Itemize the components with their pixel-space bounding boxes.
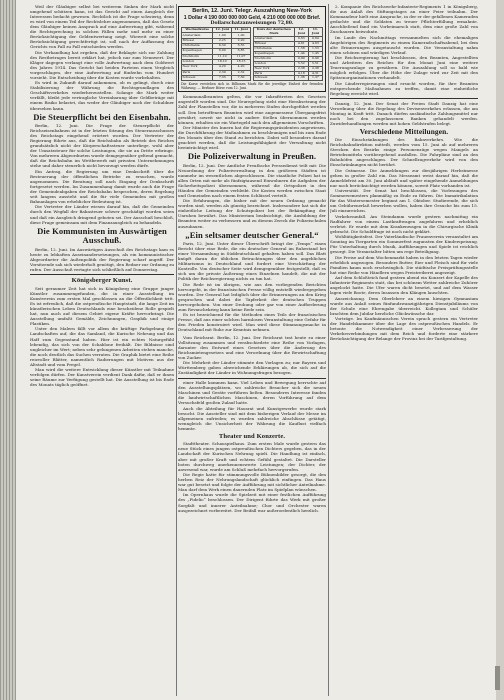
- article-paragraph: Man wird die weitere Entwicklung dieser Künstler mit Teilnahme verfolgen dürfen. Der Kunstverein verdient Dank dafür, daß er ihnen seine Räume zur Verfügung gestellt hat. Die Ausstellung ist bis Ende des Monats täglich geöffnet.: [30, 367, 174, 388]
- table-cell: 1,58: [294, 47, 308, 52]
- article-paragraph: Die Reichsregierung hat beschlossen, den Beamten, Angestellten und Arbeitern des Reiches für den Monat Juni eine weitere Teuerungszulage zu gewähren. Die Auszahlung soll so bald wie möglich erfolgen. Über die Höhe der Zulage wird zur Zeit mit den Spitzenorganisationen verhandelt.: [330, 55, 478, 81]
- table-cell: Paris: [182, 70, 213, 75]
- table-cell: 1,00: [232, 33, 251, 38]
- article-paragraph: Die Regie hatte für stimmungsvolle Bühnenbilder gesorgt, die den herben Reiz der Nehrungslandschaft glücklich einfingen. Das Haus war gut besetzt und folgte der Aufführung mit sichtlicher Anteilnahme. Man darf dem Werk einen dauernden Platz im Spielplan wünschen.: [178, 471, 326, 493]
- table-cell: Kopenhagen: [182, 49, 213, 54]
- table-cell: 0,90: [294, 56, 308, 61]
- exchange-table-right: [253, 27, 323, 81]
- table-cell: 2,32: [232, 70, 251, 75]
- article-paragraph: Stadttheater. Schauspielhaus. Zum ersten Male wurde gestern das neue Stück eines jungen ostpreußischen Dichters gegeben, das in der Landschaft der Kurischen Nehrung spielt. Die Handlung ist einfach, aber mit großer Kraft und echtem Gefühl gestaltet. Die Darsteller boten durchweg anerkennenswerte Leistungen; der Dichter, der anwesend war, wurde am Schluß mehrfach hervorgerufen.: [178, 441, 326, 472]
- table-cell: Schweiz: [254, 76, 295, 81]
- table-cell: 7,33: [213, 75, 232, 80]
- article-paragraph: Im Laufe des Nachmittags versammelten sich die ehemaligen Angehörigen des Regiments zu einem Kameradschaftsabend, bei dem alte Erinnerungen ausgetauscht wurden. Die Veranstaltung nahm einen schönen und würdigen Verlauf.: [330, 34, 478, 55]
- table-cell: 2,25: [213, 38, 232, 43]
- article-paragraph: Die Länderregierungen sind ersucht worden, für ihre Beamten entsprechende Maßnahmen zu treffen, damit eine einheitliche Regelung erreicht wird.: [330, 80, 478, 96]
- table-cell: 2,38: [308, 66, 322, 71]
- table-cell: 1,00: [213, 33, 232, 38]
- table-cell: 18,10: [213, 59, 232, 64]
- table-cell: Stockholm: [254, 56, 295, 61]
- article-paragraph: Die Mehrheit der Länder stimmte den Vorlagen zu; nur Bayern und Württemberg gaben abweichende Erklärungen ab, die sich auf die Zuständigkeit der Länder in Wohnungsfragen bezogen.: [178, 360, 326, 376]
- article-paragraph: Vom Reichsrat. Berlin, 12. Juni. Der Reichsrat trat heute zu einer Vollsitzung zusammen und verabschiedete eine Reihe von Vorlagen, darunter den Entwurf eines Gesetzes über die Änderung des Reichsmietengesetzes und eine Verordnung über die Bewirtschaftung von Zucker.: [178, 334, 326, 360]
- article-paragraph: Es ist bezeichnend für die Methoden eines Teils der französischen Presse, daß aus einer solchen harmlosen Veranstaltung eine Gefahr für den Frieden konstruiert wird. Man wird diese Stimmungsmache in Deutschland mit Ruhe zur Kenntnis nehmen.: [178, 312, 326, 333]
- exchange-rate-title: Berlin, 12. Juni. Telegr. Auszahlung New-York: [192, 8, 312, 14]
- column-divider: [176, 4, 177, 696]
- table-row: [182, 75, 251, 80]
- article-paragraph: einer Halle kommen kann. Viel Leben und Bewegung herrschte auf den Ausstellungsplätzen, wo zahlreiche Besucher sich die neuen Maschinen und Geräte vorführen ließen. Besonderes Interesse fanden die landwirtschaftlichen Maschinen, deren Vorführung auf dem Versuchsfeld großen Zulauf hatte.: [178, 380, 326, 406]
- table-cell: 6,85: [232, 49, 251, 54]
- article-paragraph: Universität. Der Senat hat beschlossen, die Vorlesungen des Sommersemesters planmäßig zu Ende zu führen. Die Immatrikulation für das Wintersemester beginnt am 1. Oktober. Studierende, die sich um Gebührenerlaß bewerben wollen, haben ihre Gesuche bis zum 15. Juli einzureichen.: [330, 188, 478, 214]
- exchange-rate-box: [178, 6, 326, 92]
- column-middle: [178, 4, 326, 696]
- table-cell: 1,45: [308, 51, 322, 56]
- article-paragraph: Wohltätigkeitsfest. Der Vaterländische Frauenverein veranstaltet am Sonntag im Tiergarten ein Sommerfest zugunsten der Kinderspeisung. Für Unterhaltung durch Musik, Aufführungen und Spiele ist reichlich gesorgt. Die Veranstalter bitten um rege Beteiligung.: [330, 234, 478, 255]
- article-paragraph: Unter den Malern fällt vor allem die kräftige Farbgebung der Landschaften auf, die das Samland, die Kurische Nehrung und das Haff zum Gegenstand haben. Hier ist ein echtes Naturgefühl lebendig, das sich von der Schablone freihält. Die Bildnisse sind ungleicher im Wert; neben sehr gelungenen Arbeiten stehen manche, die noch deutlich das Suchen verraten. Die Graphik bietet eine Reihe reizvoller Blätter, namentlich Radierungen mit Motiven aus der Altstadt und vom Pregel.: [30, 326, 174, 367]
- table-cell: London: [254, 61, 295, 66]
- article-paragraph: Auf dem Schloßteich fand gestern abend ein Konzert der Kapelle des Infanterie-Regiments statt, das bei schönem Wetter zahlreiche Zuhörer angelockt hatte. Die Ufer waren dicht besetzt, und auf dem Wasser lagen viele Boote, deren Insassen den Klängen lauschten.: [330, 275, 478, 296]
- exchange-table-left: [181, 27, 251, 81]
- table-cell: 4,18: [294, 71, 308, 76]
- article-heading: Die Steuerpflicht bei den Eisenbahn.: [33, 111, 171, 122]
- article-paragraph: Die Erfahrungen, die bisher mit der neuen Ordnung gemacht worden sind, werden als günstig bezeichnet. Insbesondere hat sich die einheitliche Leitung der Schutzpolizei bei der Bekämpfung der Unruhen bewährt. Das Ministerium beabsichtigt, die Ausbildung der Beamten weiter zu verbessern und zu diesem Zweck die Polizeischulen auszubauen.: [178, 198, 326, 229]
- table-header: 11. Juni: [308, 28, 322, 37]
- table-cell: 6,90: [213, 49, 232, 54]
- table-cell: 5,51: [308, 61, 322, 66]
- article-paragraph: Im Opernhaus wurde die Spielzeit mit einer festlichen Aufführung des „Fidelio“ beschlossen. Der Dirigent führte das Werk mit großer Sorgfalt und innerer Anteilnahme; Chor und Orchester waren ausgezeichnet vorbereitet. Der Beifall war außerordentlich herzlich.: [178, 492, 326, 513]
- table-cell: 1,44: [294, 51, 308, 56]
- article-paragraph: Die Verhandlung hat ergeben, daß der Beklagte sich zur Zahlung des Restbetrages bereit erklärt hat, jedoch nur zum Nennwert. Der Kläger dagegen verlangt eine volle Aufwertung nach dem Goldwert des Jahres 1914. Das Gericht hat beiden Parteien einen Vergleich vorgeschlagen, der eine Aufwertung auf fünfzehn vom Hundert vorsieht. Die Entscheidung über die Kosten wurde vorbehalten.: [30, 49, 174, 80]
- table-cell: Stockholm: [182, 54, 213, 59]
- table-cell: 1,37: [308, 76, 322, 81]
- article-paragraph: Die Rede ist im übrigen, wie aus den vorliegenden Berichten hervorgeht, in der französischen Presse völlig entstellt wiedergegeben worden. Der General hat lediglich über die Erinnerungen an den Krieg gesprochen und dabei die Tapferkeit der deutschen Truppen hervorgehoben. Von einer Drohung oder gar von einer Aufforderung zum Revanchekrieg kann keine Rede sein.: [178, 281, 326, 312]
- table-cell: Brüssel: [254, 42, 295, 47]
- table-cell: Christiania: [254, 47, 295, 52]
- article-paragraph: Danzig, 12. Juni. Der Senat der Freien Stadt Danzig hat eine Verordnung über die Regelung des Devisenverkehrs erlassen, die am Montag in Kraft tritt. Danach dürfen ausländische Zahlungsmittel nur noch bei den zugelassenen Banken gehandelt werden. Zuwiderhandlungen werden mit hohen Geldstrafen belegt.: [330, 100, 478, 126]
- table-cell: 2,39: [213, 70, 232, 75]
- article-paragraph: Kommunalbeamten gelten, die vor Inkrafttreten des Gesetzes angestellt worden sind. Die Neuregelung sieht eine Herabsetzung der Zahl der Planstellen vor, die in mehreren Stufen durchgeführt werden soll. Den betroffenen Beamten wird eine angemessene Übergangsfrist gewährt; soweit sie nicht in andere Stellen übernommen werden können, erhalten sie ein Wartegeld nach den allgemeinen Vorschriften.: [178, 94, 326, 125]
- article-paragraph: Die Vertreter der Länder wiesen darauf hin, daß die Gemeinden durch den Wegfall der Bahnsteuer schwer geschädigt worden seien und daß ein Ausgleich dringend geboten sei. Der Ausschuß beschloß, diese Frage gemeinsam mit dem Finanzausgleich zu behandeln.: [30, 204, 174, 225]
- article-paragraph: 2. Kompanie des Reichswehr-Infanterie-Regiments 1 in Königsberg, die aus Anlaß des Stiftungstages an einer Feier teilnahm. Der Kommandeur hielt eine Ansprache, in der er der gefallenen Kameraden gedachte und die Soldaten zu treuer Pflichterfüllung ermahnte. Anschließend fand ein Vorbeimarsch statt, dem eine große Zahl von Zuschauern beiwohnte.: [330, 4, 478, 35]
- table-cell: 2,38: [294, 66, 308, 71]
- table-header: 12. Juni: [213, 28, 232, 33]
- article-paragraph: Berlin, 12. Juni. Der Amtliche Preußische Pressedienst teilt mit: Die Neuordnung der Polizeiverwaltung in den größeren Städten ist nunmehr im wesentlichen abgeschlossen. Die staatliche Polizei hat in allen Orten mit mehr als fünfzigtausend Einwohnern die Aufgaben der Sicherheitspolizei übernommen, während die Ortspolizei in den Händen der Gemeinden verbleibt. Die Kosten werden zwischen Staat und Gemeinden nach einem festen Schlüssel verteilt.: [178, 162, 326, 198]
- table-cell: 0,64: [308, 37, 322, 42]
- table-cell: Schweiz: [182, 75, 213, 80]
- exchange-subtitle: Dollarschatzanweisungen 72,80.: [210, 20, 294, 26]
- article-paragraph: Berlin, 12. Juni. Im Auswärtigen Ausschuß des Reichstags kam es heute zu lebhaften Auseinandersetzungen, als ein kommunistischer Abgeordneter die Außenpolitik der Regierung scharf angriff. Der Vorsitzende sah sich wiederholt genötigt, den Redner zur Ordnung zu rufen. Der Ausschuß vertagte sich schließlich auf Donnerstag.: [30, 246, 174, 272]
- article-heading: Königsberger Kunst.: [71, 277, 133, 285]
- article-heading: Verschiedene Mitteilungen.: [359, 126, 449, 136]
- article-paragraph: Weil der Gläubiger selbst bei weiterem Sinken der Mark nicht umgehend schützen kann, ist das Gericht auf einen Ausgleich der Interessen bedacht gewesen. Rechtlich ist die Frage schwierig, denn es wird von einem Teil der Rechtslehre angenommen, daß das Gesetz dem Gläubiger keinen Anspruch auf eine Aufwertung gibt, während die Rechtsprechung in solchen Fällen mehr und mehr zu einer Berücksichtigung der Geldentwertung neigt. Wieweit eine solche Berücksichtigung gerechtfertigt ist, soll nach der Auffassung des Gerichts von Fall zu Fall entschieden werden.: [30, 4, 174, 50]
- article-paragraph: Paris, 12. Juni. Unter dieser Überschrift bringt der „Temps“ einen Bericht über eine Rede, die ein deutscher General im Ruhestand bei einer Versammlung in Süddeutschland gehalten haben soll. Das Blatt knüpft daran die üblichen Betrachtungen über den angeblichen Militarismus in Deutschland und fordert eine Verschärfung der Kontrolle. Von deutscher Seite wird demgegenüber festgestellt, daß es sich um die private Äußerung eines Einzelnen handelt, die mit der Politik der Reichsregierung nichts zu tun hat.: [178, 241, 326, 282]
- table-cell: Amsterdam: [254, 37, 295, 42]
- binding-edge: [0, 0, 16, 700]
- article-paragraph: Verkehrsunfall. Am Steindamm wurde gestern nachmittag ein Radfahrer von einem Lastkraftwagen angefahren und erheblich verletzt. Er wurde mit dem Krankenwagen in die Chirurgische Klinik gebracht. Die Schuldfrage ist noch nicht geklärt.: [330, 213, 478, 234]
- article-paragraph: Vorträge. Im Kaufmännischen Verein sprach gestern ein Vertreter der Handelskammer über die Lage des ostpreußischen Handels. Er betonte die Notwendigkeit einer Verbesserung der Verkehrsverbindungen mit dem Reich und forderte eine stärkere Berücksichtigung der Belange der Provinz bei der Tarifgestaltung.: [330, 316, 478, 342]
- table-cell: 1,36: [294, 76, 308, 81]
- table-cell: 6,30: [213, 43, 232, 48]
- article-paragraph: Der Minister des Innern hat die Regierungspräsidenten angewiesen, die Durchführung der Maßnahmen zu beschleunigen und bis zum Ende des Monats über den Stand zu berichten. Dabei soll besonders darauf geachtet werden, daß die Leistungsfähigkeit der Verwaltung nicht beeinträchtigt wird.: [178, 124, 326, 151]
- article-paragraph: Die Preise auf dem Wochenmarkt haben in den letzten Tagen wieder erheblich angezogen. Besonders Butter, Eier und Fleisch sind für viele Familien kaum noch erschwinglich. Die städtische Preisprüfungsstelle hat eine Reihe von Händlern wegen Preistreiberei angezeigt.: [330, 254, 478, 275]
- table-cell: 0,90: [308, 56, 322, 61]
- table-cell: 4,63: [308, 42, 322, 47]
- dollar-rate: 1 Dollar 4 190 000 000 000 Geld, 4 210 000 000 000 Brief.: [183, 14, 321, 21]
- table-cell: Christiania: [182, 43, 213, 48]
- page-tab: [495, 666, 500, 690]
- table-cell: 1,53: [308, 47, 322, 52]
- table-cell: 0,63: [294, 37, 308, 42]
- table-cell: New York: [182, 65, 213, 70]
- exchange-note: Die Kurse verstehen sich in Billionen Mark für die jeweilige Einheit der fremden Währung. — Berliner Börse vom 12. Juni.: [181, 82, 323, 91]
- table-cell: 11,07: [232, 54, 251, 59]
- table-cell: Amsterdam: [182, 33, 213, 38]
- table-header: 12. Juni: [294, 28, 308, 37]
- article-paragraph: Die Einschränkungen des Bahnverkehrs. Wie die Reichsbahndirektion mitteilt, werden vom 15. Juni ab auf mehreren Strecken des Bezirks einige Personenzüge wegen Mangels an Betriebsmitteln vorübergehend ausfallen. Die Fahrpläne sind an den Bahnhöfen angeschlagen. Der Schnellzugverkehr wird von den Einschränkungen nicht berührt.: [330, 137, 478, 168]
- table-cell: London: [182, 59, 213, 64]
- table-cell: 6,55: [232, 43, 251, 48]
- column-divider: [328, 4, 329, 696]
- table-cell: Kopenhagen: [254, 51, 295, 56]
- table-cell: 4,20: [232, 65, 251, 70]
- article-paragraph: Berlin, 12. Juni. Die Frage der Steuerpflicht der Reichseisenbahnen ist in der letzten Sitzung des Steuerausschusses des Reichstags eingehend erörtert worden. Der Vertreter der Regierung führte aus, daß die Reichsbahn als Betrieb des Reiches grundsätzlich nicht der Körperschaftssteuer unterliege, wohl aber der Umsatzsteuer für solche Leistungen, die sie an Dritte erbringe. Von mehreren Abgeordneten wurde demgegenüber geltend gemacht, daß die Reichsbahn im Wettbewerb mit privaten Unternehmungen stehe und daher steuerlich nicht bevorzugt werden dürfe.: [30, 123, 174, 169]
- table-cell: 4,20: [213, 65, 232, 70]
- table-cell: 2,20: [232, 38, 251, 43]
- article-heading: Theater und Konzerte.: [218, 432, 286, 440]
- article-paragraph: Die Ostmesse. Die Anmeldungen zur diesjährigen Herbstmesse gehen in großer Zahl ein. Das Messeamt weist darauf hin, daß die Anmeldefrist am 30. Juni abläuft und später eingehende Anmeldungen nur noch berücksichtigt werden können, soweit Platz vorhanden ist.: [330, 167, 478, 188]
- table-cell: Brüssel: [182, 38, 213, 43]
- article-heading: Die Kommunisten im Auswärtigen Ausschuß.: [37, 225, 167, 246]
- table-header: 11. Juni: [232, 28, 251, 33]
- table-header: Kurs der deutschen Mark: [254, 28, 295, 37]
- table-cell: 4,61: [294, 42, 308, 47]
- table-cell: 11,10: [213, 54, 232, 59]
- article-paragraph: Es wird in Zukunft darauf ankommen, ob es gelingt, durch eine Stabilisierung der Währung die Rechtsgrundlagen des Geschäftsverkehrs wiederherzustellen. Solange die Mark weiter verfällt, bleibt jede vertragliche Vereinbarung über Geldbeträge mit einem Risiko belastet, das weder der Gläubiger noch der Schuldner übersehen kann.: [30, 80, 174, 111]
- column-left: [30, 4, 174, 696]
- table-cell: 18,15: [232, 59, 251, 64]
- section-rule: [330, 98, 478, 99]
- section-rule: [178, 378, 326, 379]
- article-heading: „Ein seltsamer deutscher General.“: [185, 229, 319, 240]
- article-paragraph: Seit geraumer Zeit hat sich in Königsberg eine Gruppe junger Künstler zusammengefunden, die in einer Ausstellung im Kunstverein zum ersten Mal geschlossen an die Öffentlichkeit tritt. Es ist erfreulich, daß die ostpreußische Hauptstadt, die lange Zeit im künstlerischen Leben Deutschlands eine bescheidene Rolle gespielt hat, nun auch auf diesem Gebiet eigene Kräfte hervorbringt. Die Ausstellung umfaßt Gemälde, Zeichnungen, Graphik und einige Plastiken.: [30, 285, 174, 327]
- table-cell: New York: [254, 66, 295, 71]
- article-heading: Die Polizeiverwaltung in Preußen.: [187, 151, 317, 162]
- table-cell: 5,52: [294, 61, 308, 66]
- table-row: [254, 76, 323, 81]
- table-cell: 4,31: [308, 71, 322, 76]
- column-right: [330, 4, 478, 696]
- table-cell: 7,30: [232, 75, 251, 80]
- article-paragraph: Auch die Abteilung für Hausrat und Kunstgewerbe wurde stark besucht. Die Aussteller sind mit dem bisherigen Verlauf der Messe im allgemeinen zufrieden; es wurden zahlreiche Abschlüsse getätigt, wenngleich die Unsicherheit der Währung die Kauflust vielfach hemmte.: [178, 405, 326, 431]
- section-rule: [30, 274, 174, 275]
- table-cell: Paris: [254, 71, 295, 76]
- article-paragraph: Auszeichnung. Dem Oberlehrer an einem hiesigen Gymnasium wurde aus Anlaß seines fünfundzwanzigjährigen Dienstjubiläums von der Schule eine Ehrengabe überreicht. Kollegium und Schüler brachten dem Jubilar herzliche Glückwünsche dar.: [330, 295, 478, 316]
- table-header: Wechselkurse: [182, 28, 213, 33]
- article-paragraph: Ein Antrag, die Regierung um eine Denkschrift über die Besteuerung der öffentlichen Betriebe zu ersuchen, wurde angenommen. Die Beratung soll nach Eingang der Denkschrift fortgesetzt werden. Im Zusammenhang damit wurde auch die Frage der Gemeindeabgaben der Reichsbahn besprochen, deren Regelung seit langem aussteht und die für viele Gemeinden mit großen Bahnanlagen von erheblicher Bedeutung ist.: [30, 168, 174, 205]
